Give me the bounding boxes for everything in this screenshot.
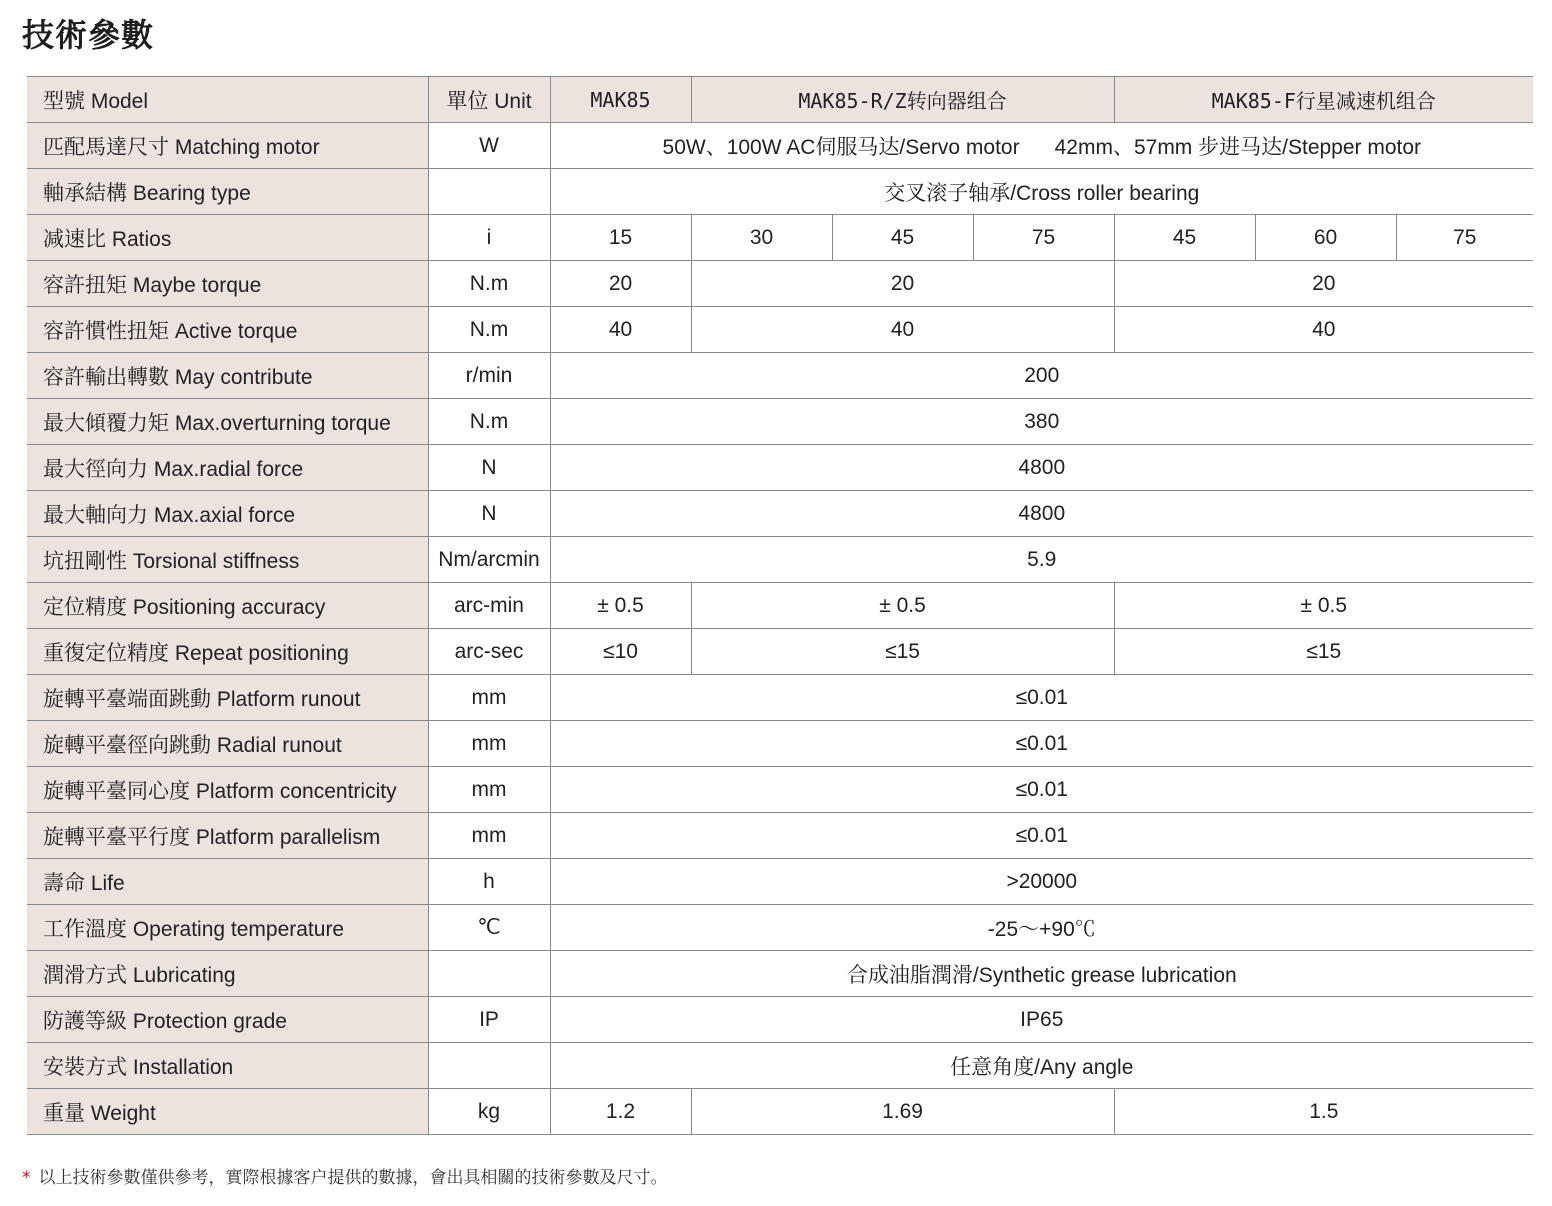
row-label: 容許輸出轉數 May contribute (27, 353, 428, 399)
row-value: ≤0.01 (550, 767, 1533, 813)
table-row (27, 399, 1533, 445)
table-row (27, 813, 1533, 859)
row-unit: arc-min (428, 583, 550, 629)
table-row (27, 169, 1533, 215)
row-value: 200 (550, 353, 1533, 399)
row-label: 最大徑向力 Max.radial force (27, 445, 428, 491)
row-value: 1.5 (1114, 1089, 1533, 1135)
row-unit: Nm/arcmin (428, 537, 550, 583)
row-value: 20 (550, 261, 691, 307)
row-unit: mm (428, 721, 550, 767)
row-value: ≤0.01 (550, 813, 1533, 859)
row-unit (428, 169, 550, 215)
row-unit: kg (428, 1089, 550, 1135)
row-unit: mm (428, 675, 550, 721)
row-value: >20000 (550, 859, 1533, 905)
row-unit (428, 1043, 550, 1089)
table-row (27, 721, 1533, 767)
table-row (27, 997, 1533, 1043)
row-unit: IP (428, 997, 550, 1043)
header-mak85-f: MAK85-F行星减速机组合 (1114, 77, 1533, 123)
table-row (27, 307, 1533, 353)
row-value: ≤10 (550, 629, 691, 675)
row-unit: W (428, 123, 550, 169)
table-row (27, 905, 1533, 951)
row-value: ± 0.5 (1114, 583, 1533, 629)
row-label: 匹配馬達尺寸 Matching motor (27, 123, 428, 169)
footnote-text: 以上技術參數僅供參考，實際根據客户提供的數據，會出具相關的技術參數及尺寸。 (38, 1168, 668, 1188)
row-value: 50W、100W AC伺服马达/Servo motor 42mm、57mm 步进马达/Stepper motor (550, 123, 1533, 169)
row-value: 60 (1255, 215, 1396, 261)
row-value: ≤15 (1114, 629, 1533, 675)
footnote (22, 1163, 668, 1188)
row-unit (428, 951, 550, 997)
row-value: ≤0.01 (550, 721, 1533, 767)
row-value: ≤15 (691, 629, 1114, 675)
table-row (27, 123, 1533, 169)
row-value: 4800 (550, 491, 1533, 537)
table-row (27, 261, 1533, 307)
row-value: 1.69 (691, 1089, 1114, 1135)
row-label: 旋轉平臺平行度 Platform parallelism (27, 813, 428, 859)
row-label: 最大傾覆力矩 Max.overturning torque (27, 399, 428, 445)
row-value: 40 (691, 307, 1114, 353)
row-label: 軸承結構 Bearing type (27, 169, 428, 215)
table-row (27, 675, 1533, 721)
row-label: 容許慣性扭矩 Active torque (27, 307, 428, 353)
row-label: 工作溫度 Operating temperature (27, 905, 428, 951)
table-row (27, 951, 1533, 997)
row-unit: h (428, 859, 550, 905)
header-mak85: MAK85 (550, 77, 691, 123)
table-row (27, 491, 1533, 537)
row-unit: N.m (428, 261, 550, 307)
table-row (27, 583, 1533, 629)
row-value: 5.9 (550, 537, 1533, 583)
row-value: 380 (550, 399, 1533, 445)
row-label: 坑扭剛性 Torsional stiffness (27, 537, 428, 583)
row-value: 任意角度/Any angle (550, 1043, 1533, 1089)
row-value: ± 0.5 (691, 583, 1114, 629)
row-value: 20 (1114, 261, 1533, 307)
table-row (27, 537, 1533, 583)
row-label: 旋轉平臺同心度 Platform concentricity (27, 767, 428, 813)
row-label: 定位精度 Positioning accuracy (27, 583, 428, 629)
row-value: 75 (1396, 215, 1533, 261)
row-label: 重復定位精度 Repeat positioning (27, 629, 428, 675)
row-value: 4800 (550, 445, 1533, 491)
row-label: 重量 Weight (27, 1089, 428, 1135)
row-value: 30 (691, 215, 832, 261)
row-value: 75 (973, 215, 1114, 261)
row-value: 20 (691, 261, 1114, 307)
table-header-row (27, 77, 1533, 123)
row-value: 45 (832, 215, 973, 261)
row-label: 壽命 Life (27, 859, 428, 905)
table-row (27, 767, 1533, 813)
table-row (27, 1089, 1533, 1135)
row-unit: N.m (428, 399, 550, 445)
row-value: -25～+90℃ (550, 905, 1533, 951)
header-unit: 單位 Unit (428, 77, 550, 123)
table-row (27, 1043, 1533, 1089)
table-row (27, 859, 1533, 905)
row-label: 减速比 Ratios (27, 215, 428, 261)
row-label: 旋轉平臺端面跳動 Platform runout (27, 675, 428, 721)
row-value: 交叉滚子轴承/Cross roller bearing (550, 169, 1533, 215)
table-row (27, 629, 1533, 675)
row-unit: arc-sec (428, 629, 550, 675)
row-unit: r/min (428, 353, 550, 399)
row-label: 容許扭矩 Maybe torque (27, 261, 428, 307)
row-unit: N.m (428, 307, 550, 353)
row-value: 15 (550, 215, 691, 261)
table-row (27, 353, 1533, 399)
row-value: ≤0.01 (550, 675, 1533, 721)
row-label: 安裝方式 Installation (27, 1043, 428, 1089)
row-label: 潤滑方式 Lubricating (27, 951, 428, 997)
row-unit: mm (428, 767, 550, 813)
row-label: 防護等級 Protection grade (27, 997, 428, 1043)
row-value: 合成油脂潤滑/Synthetic grease lubrication (550, 951, 1533, 997)
table-row (27, 445, 1533, 491)
row-value: 40 (1114, 307, 1533, 353)
row-value: 45 (1114, 215, 1255, 261)
row-value: ± 0.5 (550, 583, 691, 629)
row-value: 40 (550, 307, 691, 353)
row-unit: mm (428, 813, 550, 859)
header-model: 型號 Model (27, 77, 428, 123)
footnote-star: * (22, 1168, 31, 1188)
page-title: 技術參數 (22, 16, 155, 54)
row-label: 最大軸向力 Max.axial force (27, 491, 428, 537)
header-mak85-rz: MAK85-R/Z转向器组合 (691, 77, 1114, 123)
row-unit: i (428, 215, 550, 261)
row-label: 旋轉平臺徑向跳動 Radial runout (27, 721, 428, 767)
row-unit: N (428, 491, 550, 537)
spec-table (27, 76, 1533, 1135)
table-row (27, 215, 1533, 261)
row-value: IP65 (550, 997, 1533, 1043)
row-unit: N (428, 445, 550, 491)
row-value: 1.2 (550, 1089, 691, 1135)
row-unit: ℃ (428, 905, 550, 951)
